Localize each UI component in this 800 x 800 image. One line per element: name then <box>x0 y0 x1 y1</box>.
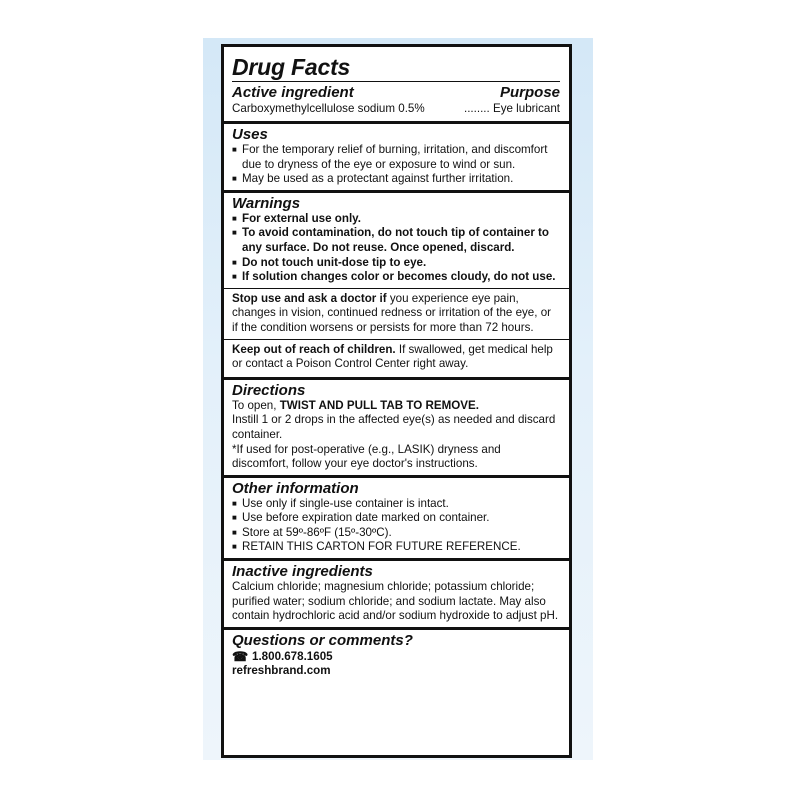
other-item: ■ Store at 59º-86ºF (15º-30ºC). <box>232 525 392 539</box>
other-item: ■ Use before expiration date marked on container. <box>232 511 490 525</box>
directions-instill: Instill 1 or 2 drops in the affected eye(s) as needed and discard container. <box>232 413 556 441</box>
bullet-icon: ■ <box>232 257 237 267</box>
phone-icon: ☎ <box>232 648 249 664</box>
bullet-icon: ■ <box>232 228 237 238</box>
other-item: ■ Use only if single-use container is intact. <box>232 496 449 510</box>
uses-header: Uses <box>232 126 268 143</box>
other-item: ■ RETAIN THIS CARTON FOR FUTURE REFERENCE. <box>232 540 521 554</box>
warnings-item: ■ If solution changes color or becomes cloudy, do not use. <box>232 270 556 284</box>
directions-section <box>224 380 569 478</box>
warnings-section <box>224 193 569 380</box>
keep-out-bold: Keep out of reach of children. <box>232 342 396 356</box>
directions-open: To open, TWIST AND PULL TAB TO REMOVE. <box>232 398 479 412</box>
warnings-header: Warnings <box>232 194 301 212</box>
phone-row <box>232 649 560 664</box>
drug-facts-title: Drug Facts <box>232 53 560 82</box>
bullet-icon: ■ <box>232 145 237 154</box>
directions-header: Directions <box>232 381 306 399</box>
questions-header: Questions or comments? <box>232 631 413 649</box>
other-information-header: Other information <box>232 479 359 497</box>
purpose-header: Purpose <box>499 84 560 101</box>
drug-facts-label <box>221 44 572 758</box>
keep-out-text: Keep out of reach of children. If swallowed, get medical help or contact a Poison Control Center right away. <box>224 339 569 377</box>
uses-section <box>224 124 569 193</box>
uses-item: ■ May be used as a protectant against further irritation. <box>232 172 514 186</box>
warnings-item: ■ Do not touch unit-dose tip to eye. <box>232 255 427 269</box>
inactive-ingredients-header: Inactive ingredients <box>232 563 373 581</box>
bullet-icon: ■ <box>232 213 237 223</box>
warnings-item: ■ To avoid contamination, do not touch tip of container to any surface. Do not reuse. Once opened, discard. <box>232 226 549 254</box>
active-ingredient-section <box>224 82 569 124</box>
inactive-ingredients-section <box>224 561 569 630</box>
warnings-item: ■ For external use only. <box>232 211 361 225</box>
active-ingredient-name: Carboxymethylcellulose sodium 0.5% <box>232 102 425 115</box>
inactive-ingredients-text: Calcium chloride; magnesium chloride; potassium chloride; purified water; sodium chloride; and sodium lactate. May also contain hydrochloric acid and/or sodium hydroxide to adjust pH. <box>232 580 559 623</box>
bullet-icon: ■ <box>232 513 237 523</box>
active-ingredient-header: Active ingredient <box>232 84 354 101</box>
stop-use-bold: Stop use and ask a doctor if <box>232 291 387 305</box>
directions-note: *If used for post-operative (e.g., LASIK) dryness and discomfort, follow your eye doctor's instructions. <box>232 442 501 471</box>
phone-number: 1.800.678.1605 <box>252 649 333 663</box>
other-information-section <box>224 478 569 561</box>
bullet-icon: ■ <box>232 174 237 184</box>
stop-use-text: Stop use and ask a doctor if you experience eye pain, changes in vision, continued redness or irritation of the eye, or if the condition worsens or persists for more than 72 hours. <box>224 288 569 339</box>
bullet-icon: ■ <box>232 527 237 537</box>
bullet-icon: ■ <box>232 542 237 552</box>
bullet-icon: ■ <box>232 498 237 508</box>
uses-item: ■ For the temporary relief of burning, irritation, and discomfort due to dryness of the eye or exposure to wind or sun. <box>232 143 548 171</box>
questions-section <box>224 630 569 682</box>
active-ingredient-purpose: ........ Eye lubricant <box>463 102 560 115</box>
website-text: refreshbrand.com <box>232 663 331 677</box>
bullet-icon: ■ <box>232 272 237 282</box>
